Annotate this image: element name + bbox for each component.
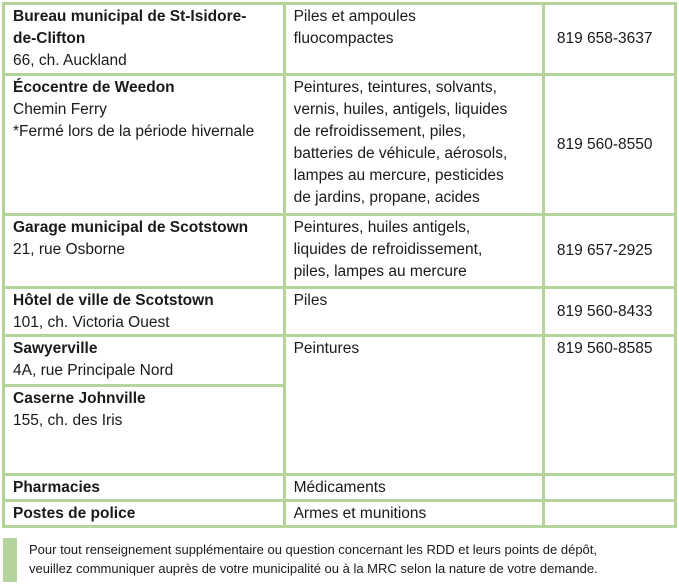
- items-cell: [286, 337, 542, 472]
- phone-cell: [545, 476, 674, 499]
- location-cell: [5, 76, 283, 213]
- accepted-items: fluocompactes: [293, 30, 394, 47]
- accepted-items: liquides de refroidissement,: [293, 241, 483, 259]
- table-row: [5, 216, 674, 286]
- location-cell: [5, 5, 283, 73]
- location-cell: [5, 216, 283, 286]
- accepted-items: Peintures, huiles antigels,: [293, 219, 471, 237]
- note-text: [29, 540, 669, 578]
- location-address: Chemin Ferry: [13, 100, 107, 118]
- items-cell: [286, 216, 542, 286]
- location-name: Pharmacies: [13, 478, 101, 496]
- items-cell: [286, 5, 542, 73]
- items-cell: [286, 289, 542, 334]
- info-note: [0, 538, 679, 582]
- phone-cell: [545, 502, 674, 525]
- table-row: [5, 502, 674, 525]
- location-name: Écocentre de Weedon: [13, 78, 175, 96]
- table-row: [5, 5, 674, 73]
- note-line: Pour tout renseignement supplémentaire ou question concernant les RDD et leurs points de dépôt,: [29, 542, 598, 557]
- location-cell: [5, 476, 283, 499]
- note-line: veuillez communiquer auprès de votre municipalité ou à la MRC selon la nature de votre demande.: [29, 561, 598, 576]
- location-cell: [5, 289, 283, 334]
- location-name: Hôtel de ville de Scotstown: [13, 291, 214, 309]
- accepted-items: de refroidissement, piles,: [293, 122, 466, 140]
- items-cell: [286, 76, 542, 213]
- phone-cell: 819 657-2925: [545, 216, 674, 286]
- location-cell: [5, 387, 283, 473]
- location-address: 101, ch. Victoria Ouest: [13, 313, 170, 331]
- accepted-items: Peintures: [293, 340, 360, 358]
- location-address: 21, rue Osborne: [13, 241, 126, 259]
- note-accent-bar: [3, 538, 17, 582]
- accepted-items: de jardins, propane, acides: [293, 188, 480, 206]
- phone-cell: 819 658-3637: [545, 5, 674, 73]
- accepted-items: piles, lampes au mercure: [293, 263, 467, 281]
- phone-cell: 819 560-8550: [545, 76, 674, 213]
- location-address: 4A, rue Principale Nord: [13, 362, 174, 380]
- phone-cell: 819 560-8433: [545, 289, 674, 334]
- location-name: de-Clifton: [13, 30, 86, 47]
- location-name: Caserne Johnville: [13, 389, 146, 407]
- location-cell: [5, 502, 283, 525]
- accepted-items: Armes et munitions: [293, 504, 427, 522]
- location-name: Postes de police: [13, 504, 136, 522]
- items-cell: [286, 476, 542, 499]
- accepted-items: Peintures, teintures, solvants,: [293, 78, 497, 96]
- accepted-items: Piles: [293, 291, 328, 309]
- location-address: 66, ch. Auckland: [13, 52, 127, 69]
- location-name: Garage municipal de Scotstown: [13, 219, 249, 237]
- location-note: *Fermé lors de la période hivernale: [13, 122, 255, 140]
- location-cell: [5, 337, 283, 383]
- table-row: [5, 476, 674, 499]
- accepted-items: Piles et ampoules: [293, 8, 416, 25]
- accepted-items: Médicaments: [293, 478, 386, 496]
- location-address: 155, ch. des Iris: [13, 411, 123, 429]
- table-row: [5, 76, 674, 213]
- table-row: [5, 289, 674, 334]
- accepted-items: vernis, huiles, antigels, liquides: [293, 100, 508, 118]
- accepted-items: batteries de véhicule, aérosols,: [293, 144, 508, 162]
- depot-table: [2, 2, 677, 528]
- table-row: [5, 337, 674, 383]
- accepted-items: lampes au mercure, pesticides: [293, 166, 504, 184]
- location-name: Bureau municipal de St-Isidore-: [13, 8, 247, 25]
- items-cell: [286, 502, 542, 525]
- location-name: Sawyerville: [13, 340, 98, 358]
- phone-cell: 819 560-8585: [545, 337, 674, 472]
